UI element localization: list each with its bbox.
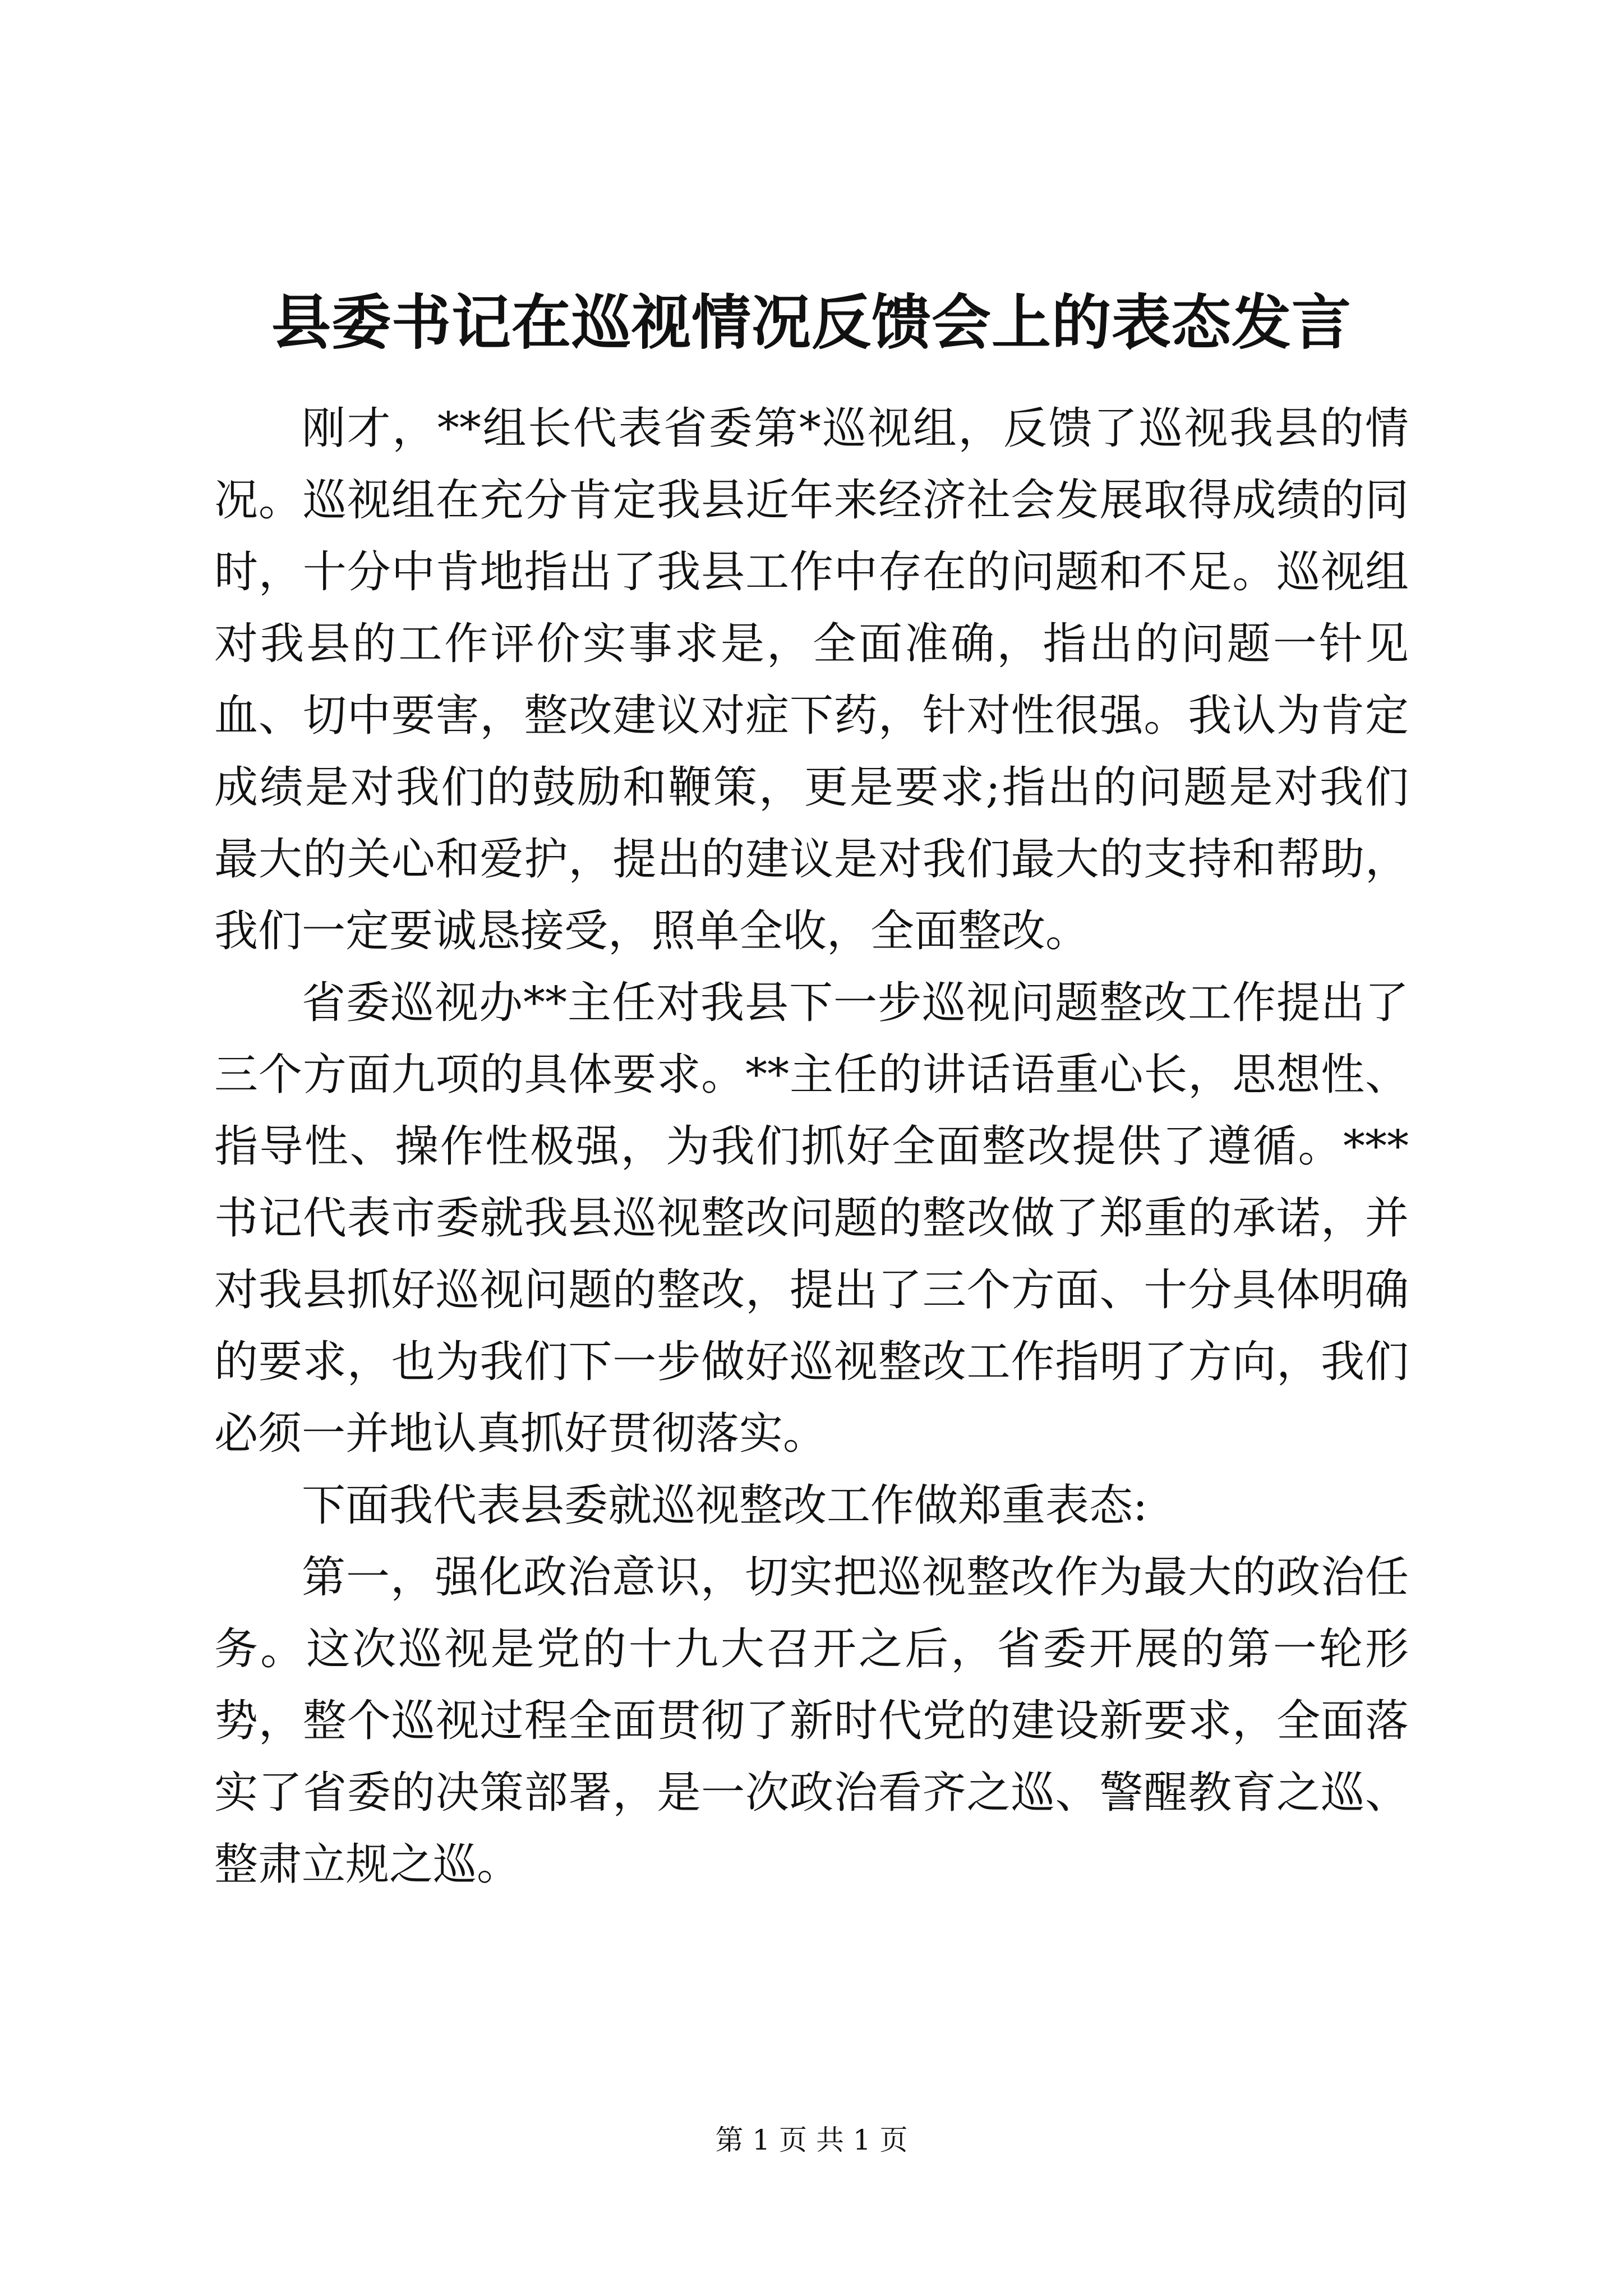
paragraph-2: 省委巡视办**主任对我县下一步巡视问题整改工作提出了三个方面九项的具体要求。**主任的讲话语重心长，思想性、指导性、操作性极强，为我们抓好全面整改提供了遵循。***书记代表市委就我县巡视整改问题的整改做了郑重的承诺，并对我县抓好巡视问题的整改，提出了三个方面、十分具体明确的要求，也为我们下一步做好巡视整改工作指明了方向，我们必须一并地认真抓好贯彻落实。	[214, 978, 1409, 1459]
paragraph-4: 第一，强化政治意识，切实把巡视整改作为最大的政治任务。这次巡视是党的十九大召开之后，省委开展的第一轮形势，整个巡视过程全面贯彻了新时代党的建设新要求，全面落实了省委的决策部署，是一次政治看齐之巡、警醒教育之巡、整肃立规之巡。	[214, 1552, 1409, 1890]
page-footer: 第 1 页 共 1 页	[715, 2124, 908, 2156]
paragraph-3: 下面我代表县委就巡视整改工作做郑重表态:	[302, 1480, 1148, 1531]
document-title: 县委书记在巡视情况反馈会上的表态发言	[271, 287, 1352, 357]
document-body	[214, 393, 1409, 1901]
paragraph-1: 刚才，**组长代表省委第*巡视组，反馈了巡视我县的情况。巡视组在充分肯定我县近年来经济社会发展取得成绩的同时，十分中肯地指出了我县工作中存在的问题和不足。巡视组对我县的工作评价实事求是，全面准确，指出的问题一针见血、切中要害，整改建议对症下药，针对性很强。我认为肯定成绩是对我们的鼓励和鞭策，更是要求;指出的问题是对我们最大的关心和爱护，提出的建议是对我们最大的支持和帮助，我们一定要诚恳接受，照单全收，全面整改。	[214, 403, 1409, 956]
